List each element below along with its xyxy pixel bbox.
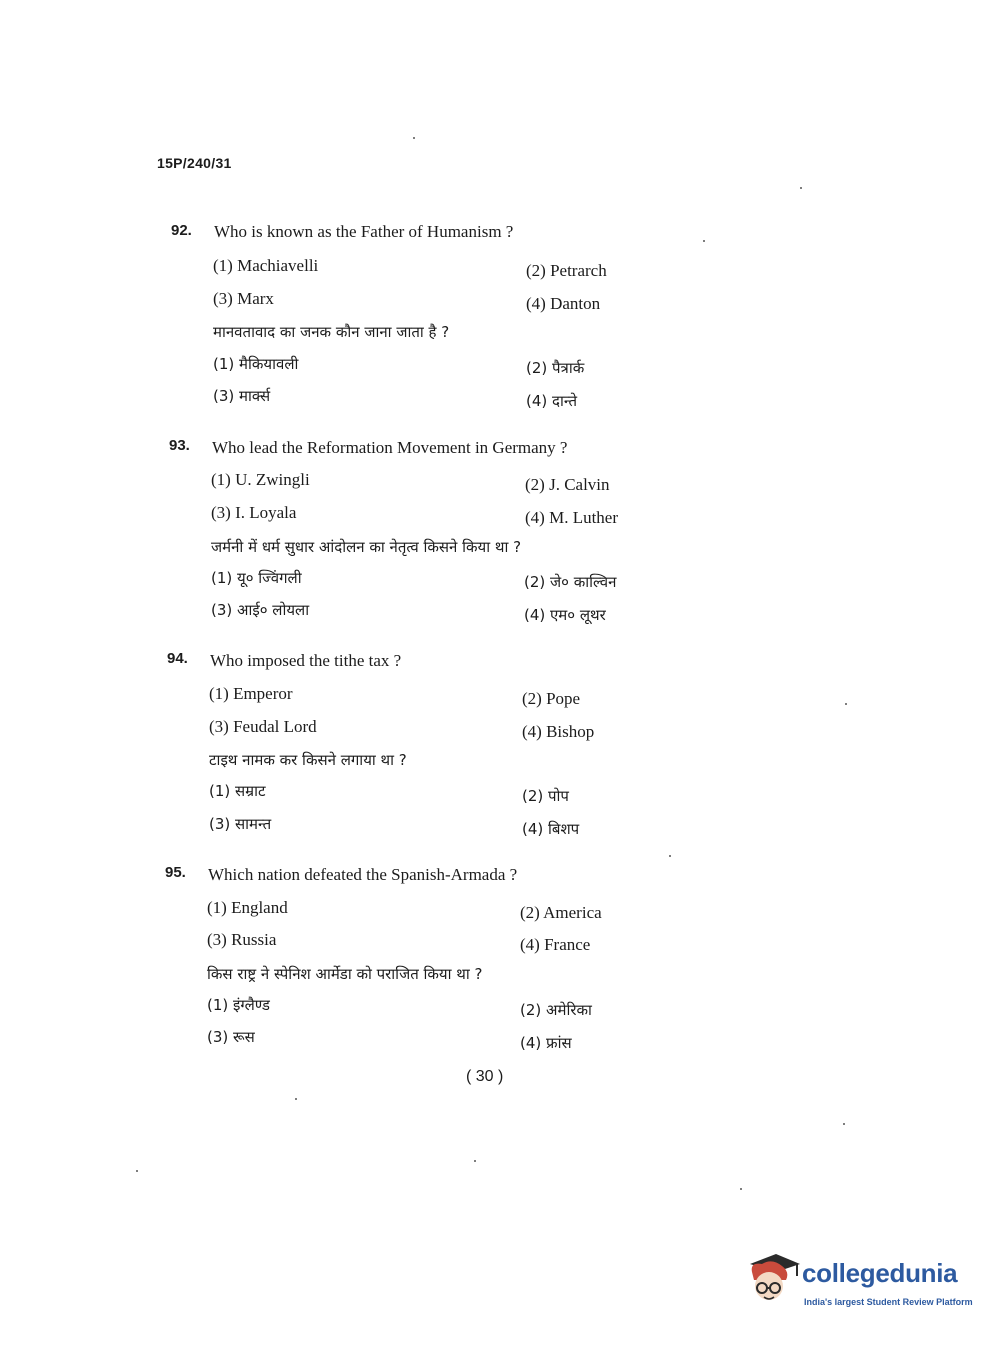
question-number: 95. [165,864,186,881]
option-en-1: (1) England [207,898,288,917]
question-number: 92. [171,222,192,239]
scan-speck [703,240,705,242]
option-en-2: (2) J. Calvin [525,475,610,494]
option-hi-1: (1) इंग्लैण्ड [207,996,270,1014]
logo-name: collegedunia [802,1258,958,1288]
option-hi-3: (3) आई० लोयला [211,601,310,619]
scan-speck [136,1170,138,1172]
option-hi-3: (3) सामन्त [209,815,272,833]
scan-speck [474,1160,476,1162]
option-hi-1: (1) सम्राट [209,782,266,800]
scan-speck [413,137,415,139]
option-hi-2: (2) पोप [522,787,569,805]
scan-speck [800,187,802,189]
collegedunia-logo [742,1250,972,1320]
question-text-hi: किस राष्ट्र ने स्पेनिश आर्मेडा को पराजित किया था ? [207,965,483,983]
question-text-en: Who is known as the Father of Humanism ? [214,222,514,241]
question-text-en: Who lead the Reformation Movement in Germany ? [212,438,568,457]
option-hi-4: (4) बिशप [522,820,580,838]
scan-speck [845,703,847,705]
page-number: ( 30 ) [466,1068,504,1085]
option-hi-2: (2) पैत्रार्क [526,359,585,377]
option-hi-4: (4) एम० लूथर [524,606,606,624]
option-hi-3: (3) मार्क्स [213,387,271,405]
option-en-2: (2) Petrarch [526,261,607,280]
question-text-hi: मानवतावाद का जनक कौन जाना जाता है ? [213,323,450,341]
question-text-hi: जर्मनी में धर्म सुधार आंदोलन का नेतृत्व किसने किया था ? [211,538,522,556]
logo-tagline: India's largest Student Review Platform [804,1297,973,1307]
option-en-4: (4) M. Luther [525,508,619,527]
option-hi-1: (1) यू० ज्विंगली [211,569,302,587]
option-hi-4: (4) फ्रांस [520,1034,572,1052]
question-number: 94. [167,650,188,667]
option-en-2: (2) Pope [522,689,581,708]
option-hi-3: (3) रूस [207,1028,255,1046]
option-hi-2: (2) अमेरिका [520,1001,592,1019]
option-hi-1: (1) मैकियावली [213,355,299,373]
option-en-3: (3) Marx [213,289,274,308]
option-en-2: (2) America [520,903,602,922]
option-en-3: (3) Feudal Lord [209,717,317,736]
question-text-hi: टाइथ नामक कर किसने लगाया था ? [209,751,407,769]
paper-code: 15P/240/31 [157,155,232,171]
scan-speck [740,1188,742,1190]
graduate-mascot-icon [742,1250,800,1308]
question-text-en: Which nation defeated the Spanish-Armada ? [208,865,518,884]
option-en-1: (1) Machiavelli [213,256,319,275]
scan-speck [669,855,671,857]
option-en-4: (4) Danton [526,294,601,313]
scan-speck [843,1123,845,1125]
option-hi-4: (4) दान्ते [526,392,578,410]
option-en-4: (4) France [520,935,591,954]
option-en-3: (3) I. Loyala [211,503,297,522]
option-en-1: (1) Emperor [209,684,293,703]
option-en-4: (4) Bishop [522,722,595,741]
option-en-1: (1) U. Zwingli [211,470,310,489]
question-number: 93. [169,437,190,454]
scan-speck [295,1098,297,1100]
option-hi-2: (2) जे० काल्विन [524,573,617,591]
option-en-3: (3) Russia [207,930,277,949]
question-text-en: Who imposed the tithe tax ? [210,651,402,670]
